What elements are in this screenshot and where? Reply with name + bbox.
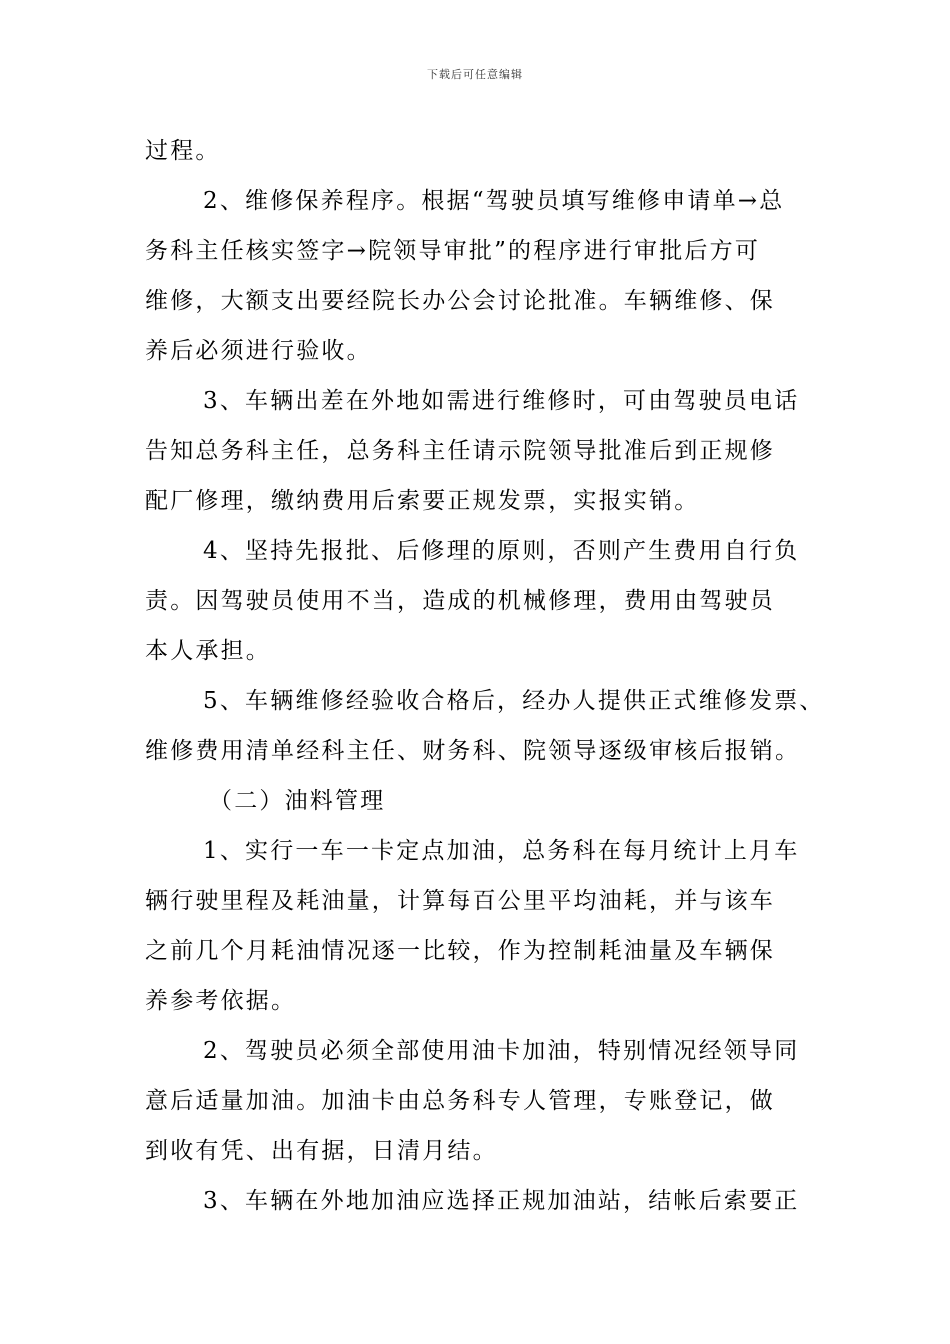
- text-line: 1、实行一车一卡定点加油，总务科在每月统计上月车: [203, 838, 800, 864]
- text-line: 维修费用清单经科主任、财务科、院领导逐级审核后报销。: [145, 738, 801, 764]
- section-heading: （二）油料管理: [209, 788, 386, 814]
- text-line: 3、车辆在外地加油应选择正规加油站，结帐后索要正: [203, 1188, 800, 1214]
- text-line: 务科主任核实签字→院领导审批”的程序进行审批后方可: [145, 238, 761, 264]
- text-line: 告知总务科主任，总务科主任请示院领导批准后到正规修: [145, 438, 775, 464]
- text-line: 过程。: [145, 138, 221, 164]
- text-line: 维修，大额支出要经院长办公会讨论批准。车辆维修、保: [145, 288, 775, 314]
- text-line: 5、车辆维修经验收合格后，经办人提供正式维修发票、: [203, 688, 825, 714]
- text-line: 养后必须进行验收。: [145, 338, 372, 364]
- document-body: [145, 126, 825, 1226]
- text-line: 养参考依据。: [145, 988, 297, 1014]
- text-line: 2、维修保养程序。根据“驾驶员填写维修申请单→总: [203, 188, 785, 214]
- text-line: 3、车辆出差在外地如需进行维修时，可由驾驶员电话: [203, 388, 800, 414]
- text-line: 2、驾驶员必须全部使用油卡加油，特别情况经领导同: [203, 1038, 800, 1064]
- text-line: 配厂修理，缴纳费用后索要正规发票，实报实销。: [145, 488, 700, 514]
- page-header: 下载后可任意编辑: [427, 68, 523, 81]
- text-line: 意后适量加油。加油卡由总务科专人管理，专账登记，做: [145, 1088, 775, 1114]
- text-line: 本人承担。: [145, 638, 271, 664]
- text-line: 到收有凭、出有据，日清月结。: [145, 1138, 498, 1164]
- text-line: 责。因驾驶员使用不当，造成的机械修理，费用由驾驶员: [145, 588, 775, 614]
- text-line: 辆行驶里程及耗油量，计算每百公里平均油耗，并与该车: [145, 888, 775, 914]
- text-line: 4、坚持先报批、后修理的原则，否则产生费用自行负: [203, 538, 800, 564]
- text-line: 之前几个月耗油情况逐一比较，作为控制耗油量及车辆保: [145, 938, 775, 964]
